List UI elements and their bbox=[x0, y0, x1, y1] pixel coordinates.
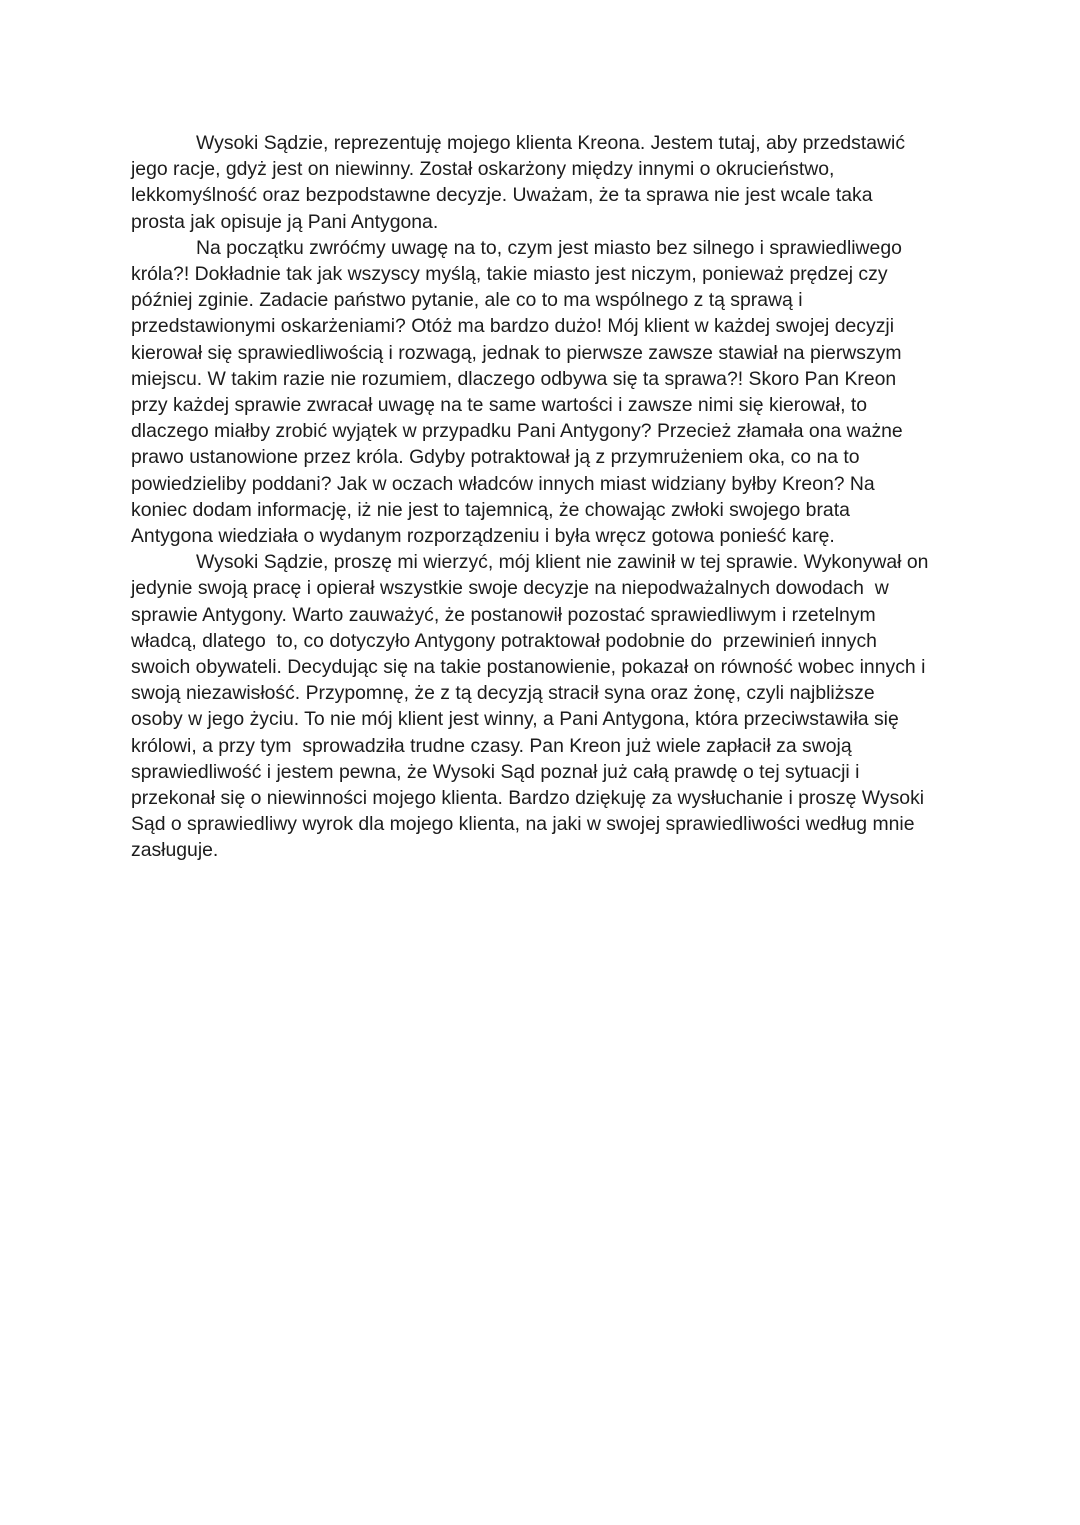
paragraph-line: powiedzieliby poddani? Jak w oczach władców innych miast widziany byłby Kreon? Na bbox=[131, 472, 875, 495]
paragraph-line: Wysoki Sądzie, reprezentuję mojego klienta Kreona. Jestem tutaj, aby przedstawić bbox=[196, 132, 906, 154]
paragraph-line: Sąd o sprawiedliwy wyrok dla mojego klienta, na jaki w swojej sprawiedliwości według mnie bbox=[131, 813, 915, 836]
paragraph-line: Wysoki Sądzie, proszę mi wierzyć, mój klient nie zawinił w tej sprawie. Wykonywał on bbox=[196, 551, 929, 574]
paragraph-line: królowi, a przy tym sprowadziła trudne czasy. Pan Kreon już wiele zapłacił za swoją bbox=[131, 734, 852, 757]
paragraph-line: później zginie. Zadacie państwo pytanie, ale co to ma wspólnego z tą sprawą i bbox=[131, 289, 803, 312]
paragraph-line: dlaczego miałby zrobić wyjątek w przypadku Pani Antygony? Przecież złamała ona ważne bbox=[131, 420, 903, 443]
paragraph-line: sprawiedliwość i jestem pewna, że Wysoki Sąd poznał już całą prawdę o tej sytuacji i bbox=[131, 760, 860, 783]
paragraph-line: kierował się sprawiedliwością i rozwagą, jednak to pierwsze zawsze stawiał na pierwszym bbox=[131, 341, 902, 364]
paragraph-line: jego racje, gdyż jest on niewinny. Został oskarżony między innymi o okrucieństwo, bbox=[131, 158, 835, 181]
paragraph-line: Antygona wiedziała o wydanym rozporządzeniu i była wręcz gotowa ponieść karę. bbox=[131, 525, 835, 548]
paragraph-line: przekonał się o niewinności mojego klienta. Bardzo dziękuję za wysłuchanie i proszę Wysoki bbox=[131, 787, 925, 810]
paragraph-line: Na początku zwróćmy uwagę na to, czym jest miasto bez silnego i sprawiedliwego bbox=[196, 236, 902, 259]
paragraph-line: zasługuje. bbox=[131, 839, 219, 862]
paragraph-line: koniec dodam informację, iż nie jest to tajemnicą, że chowając zwłoki swojego brata bbox=[131, 498, 850, 521]
paragraph-line: króla?! Dokładnie tak jak wszyscy myślą, takie miasto jest niczym, ponieważ prędzej czy bbox=[131, 263, 888, 286]
paragraph-line: jedynie swoją pracę i opierał wszystkie swoje decyzje na niepodważalnych dowodach w bbox=[131, 577, 889, 600]
paragraph-line: osoby w jego życiu. To nie mój klient jest winny, a Pani Antygona, która przeciwstawiła się bbox=[131, 708, 899, 731]
paragraph-3 bbox=[131, 549, 961, 863]
paragraph-line: lekkomyślność oraz bezpodstawne decyzje. Uważam, że ta sprawa nie jest wcale taka bbox=[131, 184, 873, 207]
paragraph-line: swoją niezawisłość. Przypomnę, że z tą decyzją stracił syna oraz żonę, czyli najbliższe bbox=[131, 682, 875, 705]
paragraph-2 bbox=[131, 235, 961, 549]
paragraph-line: miejscu. W takim razie nie rozumiem, dlaczego odbywa się ta sprawa?! Skoro Pan Kreon bbox=[131, 367, 897, 390]
paragraph-line: prosta jak opisuje ją Pani Antygona. bbox=[131, 210, 439, 233]
paragraph-line: prawo ustanowione przez króla. Gdyby potraktował ją z przymrużeniem oka, co na to bbox=[131, 446, 860, 469]
paragraph-line: sprawie Antygony. Warto zauważyć, że postanowił pozostać sprawiedliwym i rzetelnym bbox=[131, 603, 876, 626]
paragraph-line: przedstawionymi oskarżeniami? Otóż ma bardzo dużo! Mój klient w każdej swojej decyzji bbox=[131, 315, 895, 338]
paragraph-line: swoich obywateli. Decydując się na takie postanowienie, pokazał on równość wobec innych i bbox=[131, 656, 926, 679]
paragraph-1 bbox=[131, 130, 961, 235]
paragraph-line: przy każdej sprawie zwracał uwagę na te same wartości i zawsze nimi się kierował, to bbox=[131, 394, 868, 417]
document-body bbox=[131, 130, 961, 864]
paragraph-line: władcą, dlatego to, co dotyczyło Antygony potraktował podobnie do przewinień innych bbox=[131, 629, 877, 652]
